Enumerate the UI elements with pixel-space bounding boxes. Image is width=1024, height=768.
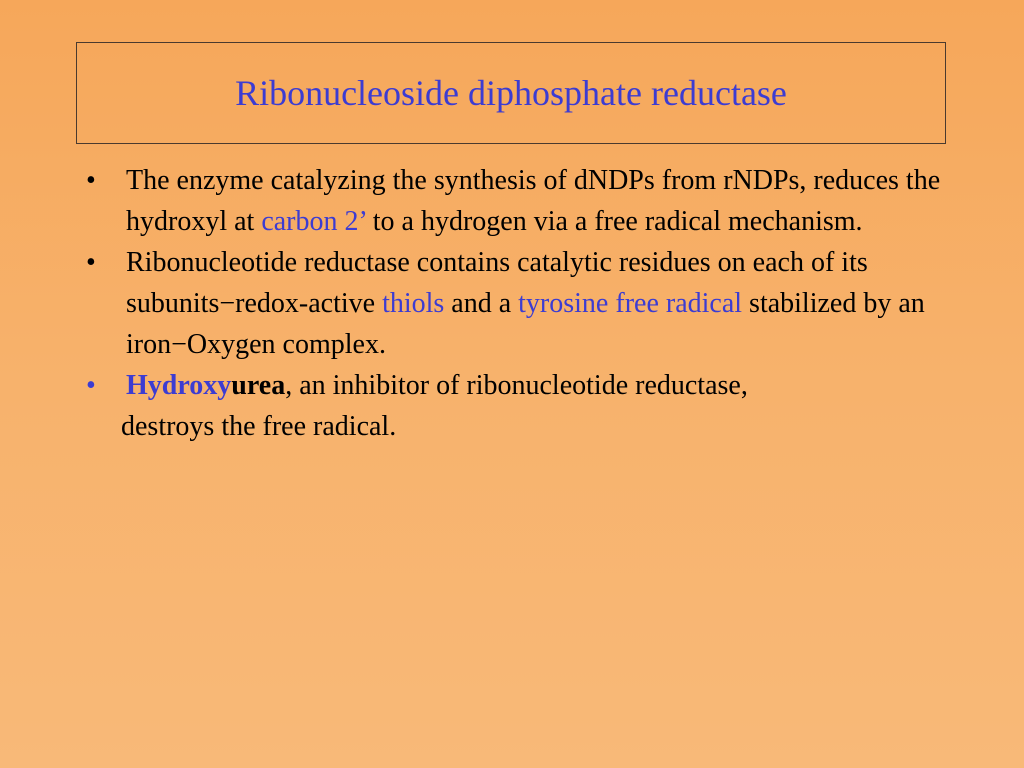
bullet-text: to a hydrogen via a free radical mechanism. (365, 206, 863, 237)
bullet-marker: • (86, 370, 96, 401)
title-box (76, 42, 946, 144)
bullet-text: destroys the free radical. (121, 411, 397, 442)
bullet-marker: • (86, 247, 96, 278)
bold-urea: urea (231, 370, 286, 401)
bullet-list (84, 160, 944, 447)
bullet-item-enzyme (84, 160, 944, 242)
bullet-text: The enzyme catalyzing the synthesis of dNDPs from rNDPs, reduces the hydroxyl at (126, 165, 941, 237)
bullet-item-hydroxyurea (84, 365, 944, 447)
slide-title: Ribonucleoside diphosphate reductase (235, 73, 787, 113)
bullet-text: Ribonucleotide reductase contains catalytic residues on each of its subunits−redox-active (126, 247, 868, 319)
bullet-marker: • (86, 165, 96, 196)
highlight-thiols: thiols (382, 288, 445, 319)
bullet-item-reductase (84, 242, 944, 365)
highlight-carbon-2: carbon 2’ (261, 206, 366, 237)
bullet-text: , an inhibitor of ribonucleotide reductase, (285, 370, 748, 401)
bullet-text: and a (444, 288, 519, 319)
highlight-tyrosine-free-radical: tyrosine free radical (518, 288, 743, 319)
bullet-text: stabilized by an iron−Oxygen complex. (126, 288, 925, 360)
highlight-hydroxy: Hydroxy (126, 370, 232, 401)
